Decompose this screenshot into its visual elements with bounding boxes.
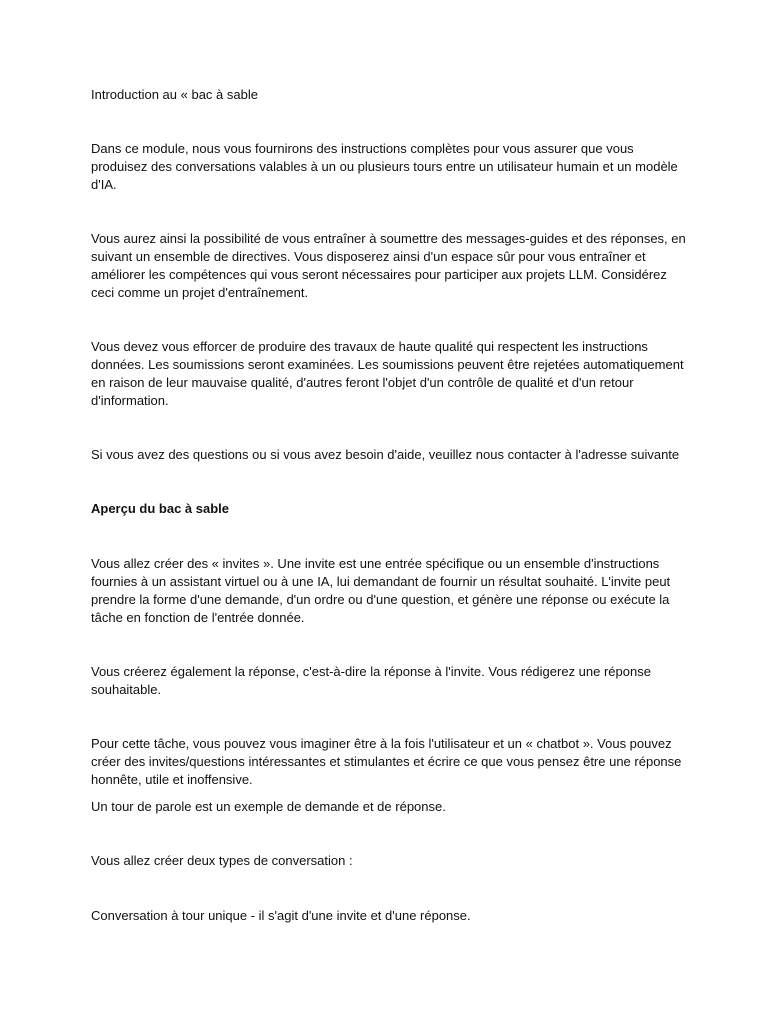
intro-paragraph-1: Dans ce module, nous vous fournirons des instructions complètes pour vous assurer que vous produisez des conversations valables à un ou plusieurs tours entre un utilisateur humain et un modèle d'IA.: [91, 141, 678, 192]
overview-paragraph-4: Un tour de parole est un exemple de demande et de réponse.: [91, 799, 446, 814]
intro-paragraph-2: Vous aurez ainsi la possibilité de vous entraîner à soumettre des messages-guides et des réponses, en suivant un ensemble de directives. Vous disposerez ainsi d'un espace sûr pour vous entraîner et améliorer les compétences qui vous seront nécessaires pour participer aux projets LLM. Considérez ceci comme un projet d'entraînement.: [91, 231, 686, 300]
overview-heading: Aperçu du bac à sable: [91, 501, 229, 516]
document-title: Introduction au « bac à sable: [91, 87, 258, 102]
intro-paragraph-3: Vous devez vous efforcer de produire des travaux de haute qualité qui respectent les instructions données. Les soumissions seront examinées. Les soumissions peuvent être rejetées automatiquement en raison de leur mauvaise qualité, d'autres feront l'objet d'un contrôle de qualité et d'un retour d'information.: [91, 339, 684, 408]
intro-paragraph-4: Si vous avez des questions ou si vous avez besoin d'aide, veuillez nous contacter à l'adresse suivante: [91, 447, 680, 462]
overview-paragraph-1: Vous allez créer des « invites ». Une invite est une entrée spécifique ou un ensemble d'instructions fournies à un assistant virtuel ou à une IA, lui demandant de fournir un résultat souhaité. L'invite peut prendre la forme d'une demande, d'un ordre ou d'une question, et génère une réponse ou exécute la tâche en fonction de l'entrée donnée.: [91, 556, 671, 625]
overview-paragraph-2: Vous créerez également la réponse, c'est-à-dire la réponse à l'invite. Vous rédigerez une réponse souhaitable.: [91, 664, 651, 697]
overview-paragraph-3: Pour cette tâche, vous pouvez vous imaginer être à la fois l'utilisateur et un « chatbot ». Vous pouvez créer des invites/questions intéressantes et stimulantes et écrire ce que vous pensez être une réponse honnête, utile et inoffensive.: [91, 736, 682, 787]
overview-paragraph-6: Conversation à tour unique - il s'agit d'une invite et d'une réponse.: [91, 908, 471, 923]
overview-paragraph-5: Vous allez créer deux types de conversation :: [91, 853, 353, 868]
